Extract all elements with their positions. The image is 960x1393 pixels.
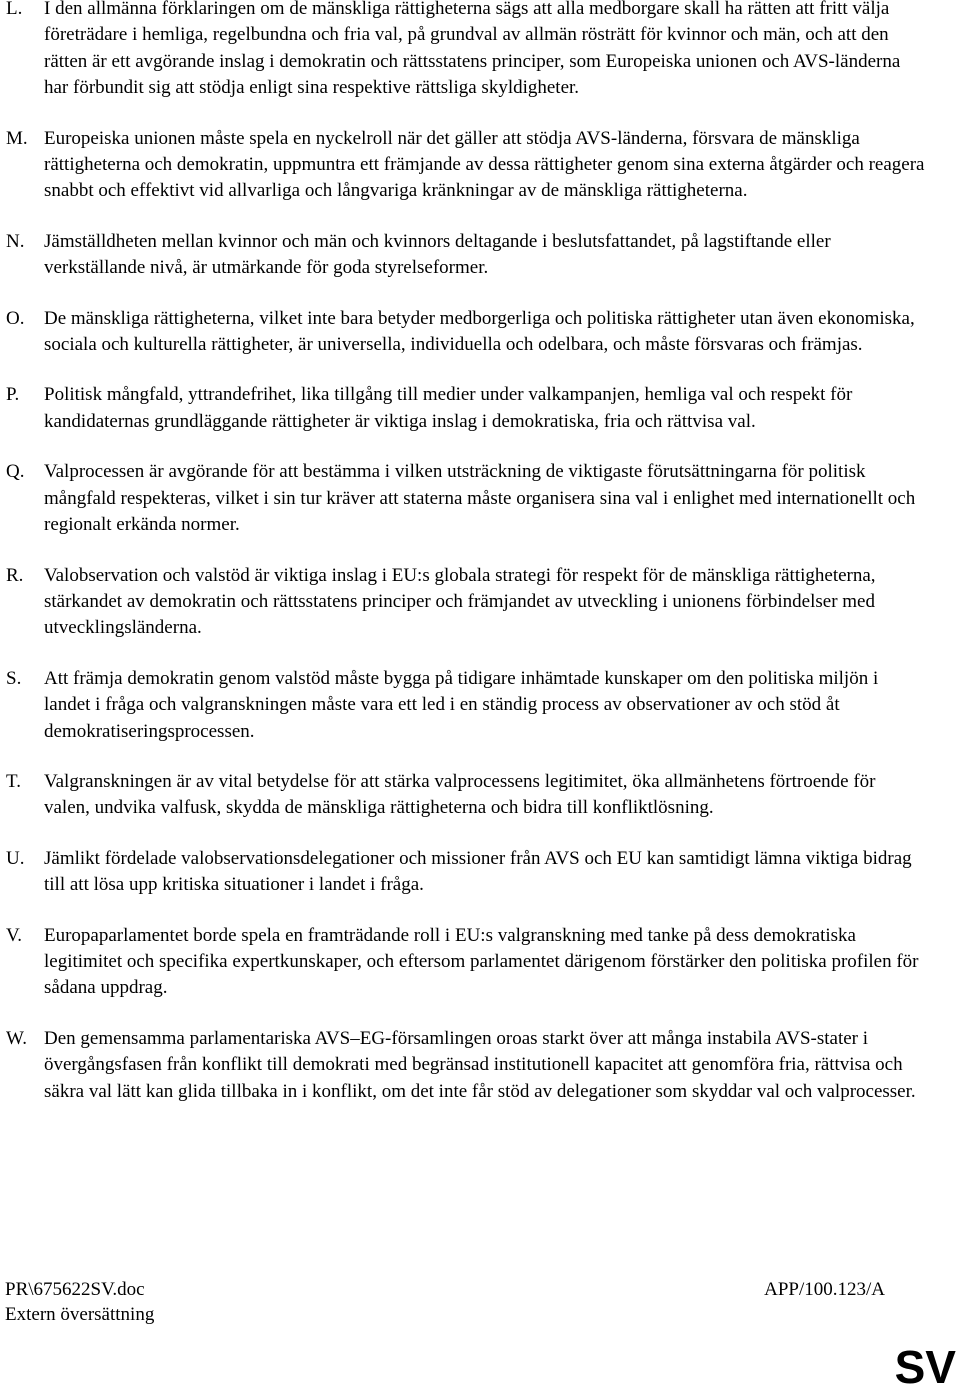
page-footer [5, 1277, 885, 1327]
clause-text: Att främja demokratin genom valstöd måste bygga på tidigare inhämtade kunskaper om den politiska miljön i landet i fråga och valgranskningen måste vara ett led i en ständig process av observationer av och stöd åt demokratiseringsprocessen. [44, 667, 879, 742]
clause-text: De mänskliga rättigheterna, vilket inte bara betyder medborgerliga och politiska rättigheter utan även ekonomiska, sociala och kulturella rättigheter, är universella, individuella och odelbara, och måste försvaras och främjas. [44, 307, 915, 356]
clause-letter: Q. [6, 461, 25, 483]
clause-r [0, 563, 930, 642]
clause-m [0, 126, 930, 205]
clause-text: Politisk mångfald, yttrandefrihet, lika tillgång till medier under valkampanjen, hemliga val och respekt för kandidaternas grundläggande rättigheter är viktiga inslag i demokratiska, fria och rättvisa val. [44, 384, 853, 432]
translation-note: Extern översättning [5, 1304, 155, 1325]
clause-text: Jämställdheten mellan kvinnor och män och kvinnors deltagande i beslutsfattandet, på lagstiftande eller verkställande nivå, är utmärkande för goda styrelseformer. [44, 230, 831, 279]
clause-w [0, 1026, 930, 1105]
document-number: APP/100.123/A [764, 1279, 885, 1300]
language-code: SV [894, 1341, 956, 1393]
footer-row [5, 1277, 885, 1302]
clause-letter: O. [6, 307, 25, 329]
clause-letter: U. [6, 847, 25, 869]
clause-u [0, 846, 930, 899]
clause-v [0, 923, 930, 1002]
clause-text: Europeiska unionen måste spela en nyckelroll när det gäller att stödja AVS-länderna, försvara de mänskliga rättigheterna och demokratin, uppmuntra ett främjande av dessa rättigheter genom sina externa åtgärder och reagera snabbt och effektivt vid allvarliga och långvariga kränkningar av de mänskliga rättigheterna. [44, 127, 925, 202]
clause-letter: M. [6, 127, 28, 149]
clause-l [0, 0, 930, 102]
clause-n [0, 229, 930, 282]
clause-text: I den allmänna förklaringen om de mänskliga rättigheterna sägs att alla medborgare skall ha rätten att fritt välja företrädare i hemliga, regelbundna och fria val, på grundval av allmän rösträtt för kvinnor och män, och att den rätten är ett avgörande inslag i demokratin och rättsstatens principer, som Europeiska unionen och AVS-länderna har förbundit sig att stödja enligt sina respektive rättsliga skyldigheter. [44, 0, 901, 99]
clause-t [0, 769, 930, 822]
clause-letter: W. [6, 1027, 27, 1049]
clause-letter: P. [6, 384, 20, 406]
clause-letter: T. [6, 770, 21, 792]
clause-letter: L. [6, 0, 23, 19]
clause-letter: R. [6, 564, 24, 586]
clause-letter: S. [6, 667, 22, 689]
clause-q [0, 459, 930, 538]
clause-text: Valgranskningen är av vital betydelse för att stärka valprocessens legitimitet, öka allmänhetens förtroende för valen, undvika valfusk, skydda de mänskliga rättigheterna och bidra till konfliktlösning. [44, 770, 876, 819]
clause-text: Jämlikt fördelade valobservationsdelegationer och missioner från AVS och EU kan samtidigt lämna viktiga bidrag till att lösa upp kritiska situationer i landet i fråga. [44, 847, 912, 896]
clause-s [0, 666, 930, 745]
clause-text: Den gemensamma parlamentariska AVS–EG-församlingen oroas starkt över att många instabila AVS-stater i övergångsfasen från konflikt till demokrati med begränsad institutionell kapacitet att genomföra fria, rättvisa och säkra val lätt kan glida tillbaka in i konflikt, om det inte får stöd av delegationer som skyddar val och valprocesser. [44, 1027, 916, 1102]
clause-letter: N. [6, 230, 25, 252]
clause-o [0, 306, 930, 359]
clause-p [0, 382, 930, 435]
clause-letter: V. [6, 924, 23, 946]
clause-text: Europaparlamentet borde spela en framträdande roll i EU:s valgranskning med tanke på dess demokratiska legitimitet och specifika expertkunskaper, och eftersom parlamentet därigenom förstärker den politiska profilen för sådana uppdrag. [44, 924, 919, 999]
clause-text: Valprocessen är avgörande för att bestämma i vilken utsträckning de viktigaste förutsättningarna för politisk mångfald respekteras, vilket i sin tur kräver att staterna måste organisera sina val i enlighet med internationellt och regionalt erkända normer. [44, 461, 916, 536]
document-reference: PR\675622SV.doc [5, 1279, 145, 1300]
clause-text: Valobservation och valstöd är viktiga inslag i EU:s globala strategi för respekt för de mänskliga rättigheterna, stärkandet av demokratin och rättsstatens principer och främjandet av utveckling i unionens förbindelser med utvecklingsländerna. [44, 564, 876, 639]
